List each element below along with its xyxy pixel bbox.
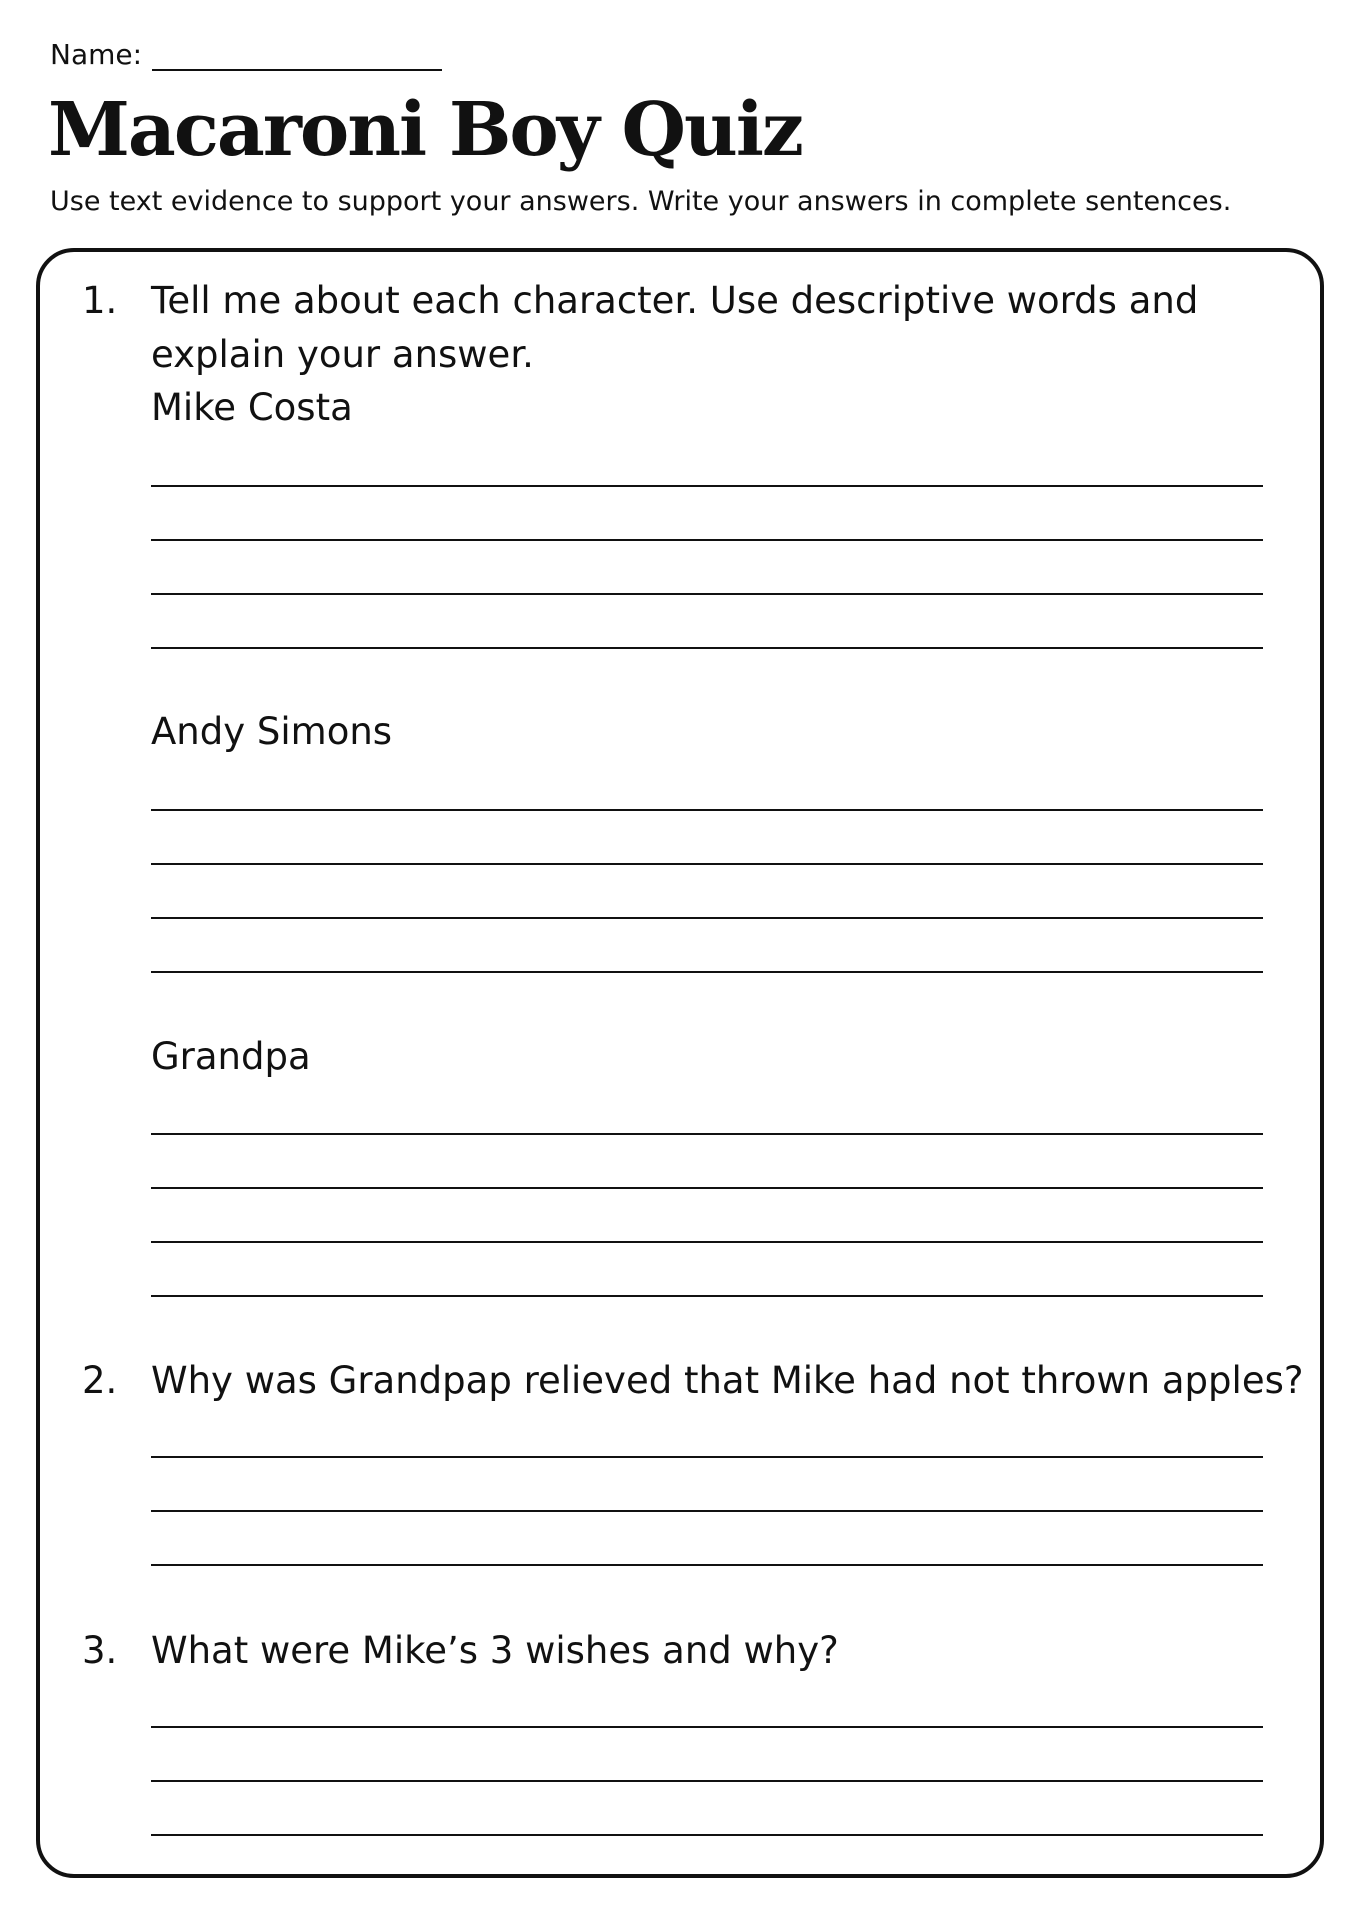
answer-line[interactable] [151, 1726, 1263, 1728]
name-field[interactable] [50, 38, 442, 71]
answer-line[interactable] [151, 1456, 1263, 1458]
question-2-number: 2. [82, 1359, 118, 1402]
answer-line[interactable] [151, 647, 1263, 649]
answer-line[interactable] [151, 1295, 1263, 1297]
instructions: Use text evidence to support your answers. Write your answers in complete sentences. [50, 186, 1232, 217]
answer-line[interactable] [151, 539, 1263, 541]
question-3-number: 3. [82, 1629, 118, 1672]
answer-line[interactable] [151, 1564, 1263, 1566]
answer-line[interactable] [151, 917, 1263, 919]
answer-line[interactable] [151, 1834, 1263, 1836]
question-1-text-line1: Tell me about each character. Use descriptive words and [151, 279, 1199, 322]
answer-line[interactable] [151, 863, 1263, 865]
question-1-number: 1. [82, 279, 118, 322]
question-2-text: Why was Grandpap relieved that Mike had not thrown apples? [151, 1359, 1304, 1402]
question-1-text-line2: explain your answer. [151, 333, 534, 376]
answer-line[interactable] [151, 1510, 1263, 1512]
answer-line[interactable] [151, 1780, 1263, 1782]
answer-line[interactable] [151, 593, 1263, 595]
answer-line[interactable] [151, 971, 1263, 973]
answer-line[interactable] [151, 1241, 1263, 1243]
page-title: Macaroni Boy Quiz [48, 87, 802, 173]
name-blank[interactable] [152, 39, 442, 71]
character-label-andy-simons: Andy Simons [151, 710, 393, 753]
answer-line[interactable] [151, 1133, 1263, 1135]
name-label: Name: [50, 38, 143, 71]
character-label-mike-costa: Mike Costa [151, 386, 353, 429]
answer-line[interactable] [151, 1187, 1263, 1189]
character-label-grandpa: Grandpa [151, 1035, 311, 1078]
answer-line[interactable] [151, 809, 1263, 811]
question-3-text: What were Mike’s 3 wishes and why? [151, 1629, 839, 1672]
answer-line[interactable] [151, 485, 1263, 487]
